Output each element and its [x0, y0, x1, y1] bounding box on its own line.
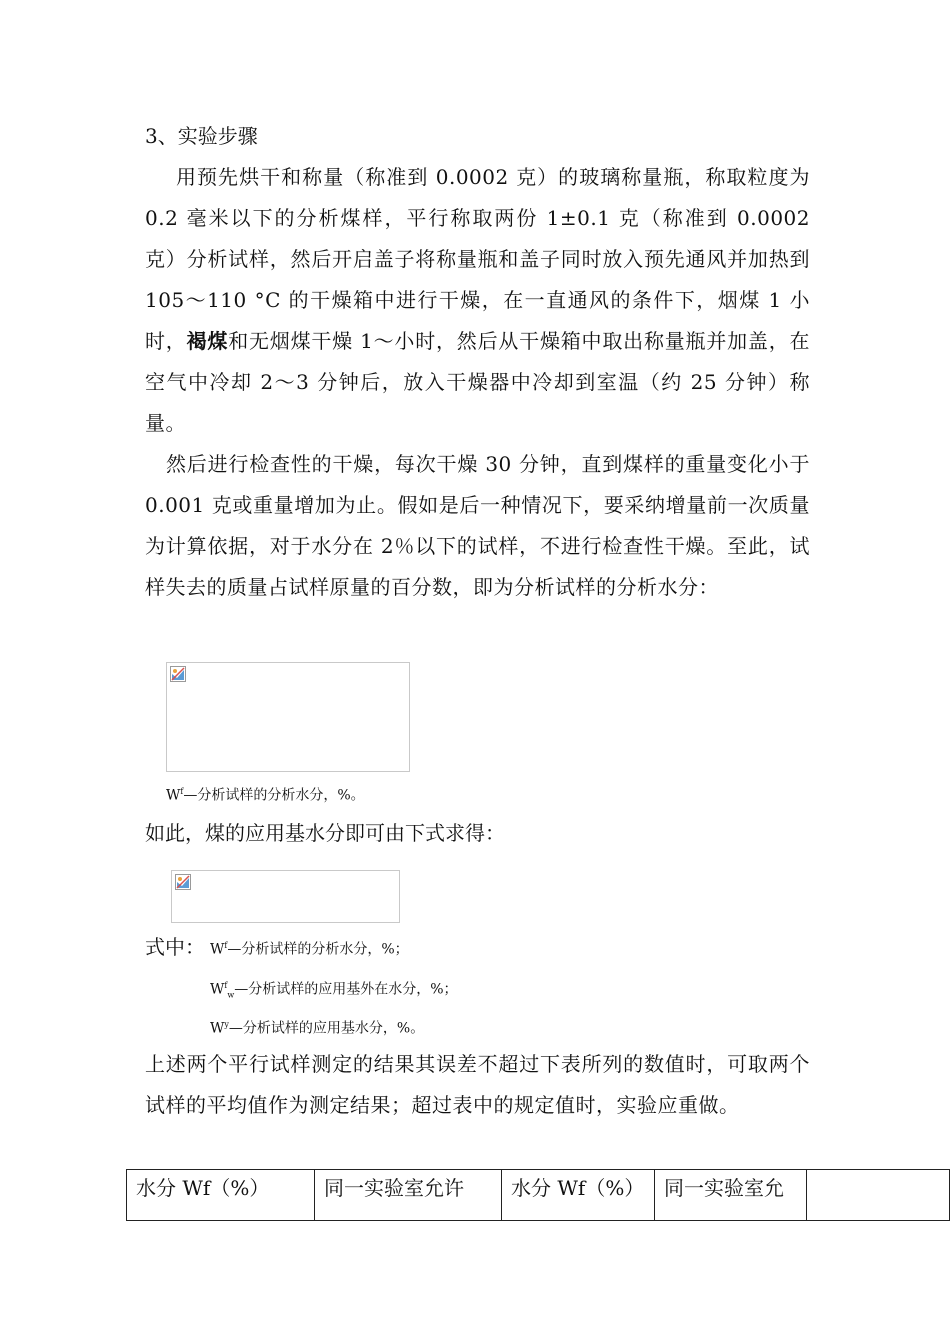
var-description: —分析试样的分析水分，%； — [227, 941, 409, 958]
table-header-cell: 水分 Wf（%） — [127, 1170, 315, 1221]
table-header-cell — [807, 1170, 950, 1221]
where-item — [210, 936, 409, 960]
var-symbol: W — [166, 787, 181, 804]
table-header-row — [127, 1170, 950, 1221]
var-description: —分析试样的分析水分，%。 — [183, 787, 365, 804]
table-header-cell: 同一实验室允许 — [315, 1170, 502, 1221]
transition-sentence: 如此，煤的应用基水分即可由下式求得： — [145, 821, 505, 845]
var-superscript: f — [224, 981, 228, 990]
var-description: —分析试样的应用基水分，%。 — [228, 1020, 425, 1037]
var-superscript: y — [224, 1020, 229, 1029]
var-symbol: W — [210, 941, 225, 958]
procedure-paragraph — [145, 157, 810, 444]
broken-image-icon — [170, 666, 186, 682]
table-header-cell: 同一实验室允 — [655, 1170, 807, 1221]
var-superscript: f — [224, 941, 228, 950]
formula-caption — [166, 782, 365, 806]
var-symbol: W — [210, 1020, 225, 1037]
where-label: 式中： — [145, 935, 205, 959]
table-header-cell: 水分 Wf（%） — [502, 1170, 655, 1221]
broken-image-icon — [175, 874, 191, 890]
tolerance-table — [126, 1169, 950, 1221]
where-item — [210, 1015, 424, 1039]
section-heading: 3、实验步骤 — [145, 124, 258, 148]
tolerance-paragraph: 上述两个平行试样测定的结果其误差不超过下表所列的数值时，可取两个试样的平均值作为测定结果；超过表中的规定值时，实验应重做。 — [145, 1052, 810, 1117]
var-subscript: w — [227, 990, 235, 1000]
var-description: —分析试样的应用基外在水分，%； — [234, 981, 458, 998]
procedure-text-start: 用预先烘干和称量（称准到 0.0002 克）的玻璃称量瓶，称取粒度为 0.2 毫米以下的分析煤样，平行称取两份 1±0.1 克（称准到 0.0002 克）分析试样，然后开启盖子将称量瓶和盖子同时放入预先通风并加热到 105～110 °C 的干燥箱中进行干燥，在一直通风的条件下，烟煤 1 小时， — [145, 165, 810, 353]
procedure-text-end: 和无烟煤干燥 1～小时，然后从干燥箱中取出称量瓶并加盖，在空气中冷却 2～3 分钟后，放入干燥器中冷却到室温（约 25 分钟）称量。 — [145, 329, 810, 435]
check-drying-paragraph: 然后进行检查性的干燥，每次干燥 30 分钟，直到煤样的重量变化小于 0.001 克或重量增加为止。假如是后一种情况下，要采纳增量前一次质量为计算依据，对于水分在 2％以下的试样，不进行检查性干燥。至此，试样失去的质量占试样原量的百分数，即为分析试样的分析水分： — [145, 452, 810, 599]
var-superscript: f — [180, 787, 184, 796]
where-item — [210, 976, 458, 1005]
bold-term-lignite: 褐煤 — [186, 329, 229, 353]
formula-image-applied-moisture — [171, 870, 400, 923]
formula-image-analysis-moisture — [166, 662, 410, 772]
var-symbol: W — [210, 981, 225, 998]
